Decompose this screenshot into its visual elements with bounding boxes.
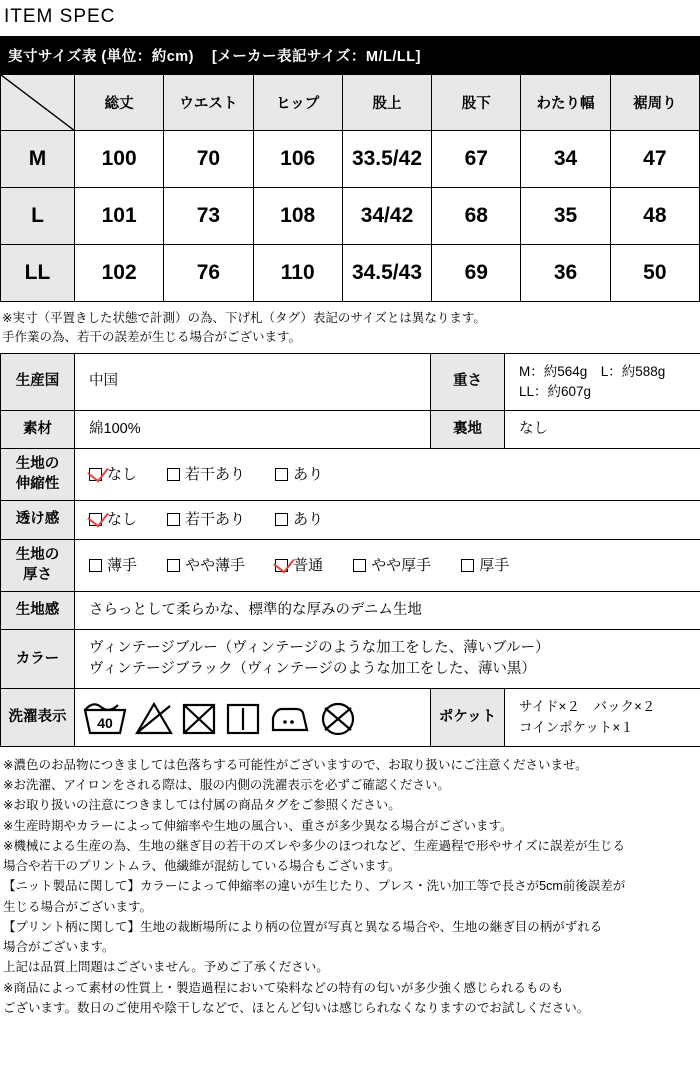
value-feel: さらっとして柔らかな、標準的な厚みのデニム生地: [75, 592, 700, 630]
footnote-9: 場合がございます。: [3, 940, 115, 955]
cell-m-2: 106: [253, 131, 342, 188]
maker-size-label: [メーカー表記サイズ：M/L/LL]: [211, 49, 421, 65]
cell-ll-1: 76: [164, 245, 253, 302]
label-pocket: ポケット: [431, 689, 505, 747]
value-country: 中国: [75, 353, 431, 411]
stretch-option-2-label: あり: [293, 465, 324, 483]
cell-l-1: 73: [164, 188, 253, 245]
cell-m-0: 100: [75, 131, 164, 188]
value-thickness: [75, 540, 700, 592]
table-row: [1, 131, 700, 188]
no-dry-clean-icon: [318, 699, 358, 737]
color-line-1: ヴィンテージブルー（ヴィンテージのような加工をした、薄いブルー）: [89, 640, 550, 657]
label-wash: 洗濯表示: [1, 689, 75, 747]
cell-ll-3: 34.5/43: [342, 245, 431, 302]
cell-m-4: 67: [432, 131, 521, 188]
value-lining: なし: [505, 411, 700, 449]
size-note-0: ※実寸（平置きした状態で計測）の為、下げ札（タグ）表記のサイズとは異なります。: [2, 311, 486, 325]
label-feel: 生地感: [1, 592, 75, 630]
spec-row-material-lining: [1, 411, 700, 449]
pocket-line-2: コインポケット×１: [519, 719, 634, 735]
checkbox-icon[interactable]: [275, 513, 288, 526]
wash-tub-40-icon: [82, 699, 128, 737]
spec-row-thickness: [1, 540, 700, 592]
spec-row-wash-pocket: [1, 689, 700, 747]
cell-l-4: 68: [432, 188, 521, 245]
pocket-line-1: サイド×２ バック×２: [519, 699, 656, 715]
cell-m-1: 70: [164, 131, 253, 188]
col-header-0: 総丈: [75, 75, 164, 131]
thickness-option-4-label: 厚手: [479, 556, 510, 574]
spec-row-color: [1, 630, 700, 689]
checkbox-icon[interactable]: [89, 559, 102, 572]
footnote-7: 生じる場合がございます。: [3, 899, 153, 914]
checkbox-checked-icon[interactable]: [89, 468, 102, 481]
sheer-option-1[interactable]: [167, 509, 245, 531]
checkbox-icon[interactable]: [275, 468, 288, 481]
size-table: [0, 74, 700, 302]
page-title: ITEM SPEC: [4, 6, 116, 27]
spec-row-country-weight: [1, 353, 700, 411]
label-material: 素材: [1, 411, 75, 449]
footnote-10: 上記は品質上問題はございません。予めご了承ください。: [3, 960, 329, 975]
thickness-option-0[interactable]: [89, 555, 137, 577]
value-wash-icons: [75, 689, 431, 747]
label-country: 生産国: [1, 353, 75, 411]
thickness-option-3-label: やや厚手: [371, 556, 432, 574]
label-thickness-line1: 生地の: [15, 547, 60, 564]
cell-m-6: 47: [610, 131, 699, 188]
size-label-l: L: [1, 188, 75, 245]
weight-line-1: M：約564g L：約588g: [519, 363, 666, 379]
cell-l-5: 35: [521, 188, 610, 245]
label-color: カラー: [1, 630, 75, 689]
stretch-option-1-label: 若干あり: [185, 465, 246, 483]
checkbox-icon[interactable]: [353, 559, 366, 572]
cell-ll-2: 110: [253, 245, 342, 302]
col-header-1: ウエスト: [164, 75, 253, 131]
stretch-option-0[interactable]: [89, 464, 137, 486]
iron-icon: [268, 699, 312, 737]
thickness-option-4[interactable]: [461, 555, 509, 577]
size-label-m: M: [1, 131, 75, 188]
svg-text:40: 40: [97, 714, 113, 731]
thickness-option-2[interactable]: [275, 555, 323, 577]
footnote-0: ※濃色のお品物につきましては色落ちする可能性がございますので、お取り扱いにご注意くださいませ。: [3, 757, 588, 772]
footnote-8: 【プリント柄に関して】生地の裁断場所により柄の位置が写真と異なる場合や、生地の継ぎ目の柄がずれる: [3, 919, 603, 934]
footnote-5: 場合や若干のプリントムラ、他繊維が混紡している場合もございます。: [3, 859, 401, 874]
sheer-option-0-label: なし: [107, 511, 138, 529]
table-row: [1, 188, 700, 245]
size-label-ll: LL: [1, 245, 75, 302]
checkbox-checked-icon[interactable]: [89, 513, 102, 526]
col-header-2: ヒップ: [253, 75, 342, 131]
label-thickness-line2: 厚さ: [23, 566, 52, 583]
size-table-header-bar: [0, 38, 700, 74]
color-line-2: ヴィンテージブラック（ヴィンテージのような加工をした、薄い黒）: [89, 661, 536, 678]
footnote-4: ※機械による生産の為、生地の継ぎ目の若干のズレや多少のほつれなど、生産過程で形やサイズに誤差が生じる: [3, 838, 625, 853]
label-stretch: [1, 449, 75, 501]
thickness-option-3[interactable]: [353, 555, 431, 577]
cell-m-5: 34: [521, 131, 610, 188]
col-header-3: 股上: [342, 75, 431, 131]
stretch-option-2[interactable]: [275, 464, 323, 486]
footnote-3: ※生産時期やカラーによって伸縮率や生地の風合い、重さが多少異なる場合がございます。: [3, 818, 513, 833]
spec-row-feel: [1, 592, 700, 630]
value-sheer: [75, 501, 700, 540]
size-table-unit-label: 実寸サイズ表 (単位：約cm): [8, 49, 194, 65]
table-row: [1, 245, 700, 302]
value-color: [75, 630, 700, 689]
sheer-option-2[interactable]: [275, 509, 323, 531]
footnotes: [0, 747, 700, 1028]
size-table-notes: [0, 302, 700, 353]
cell-m-3: 33.5/42: [342, 131, 431, 188]
footnote-1: ※お洗濯、アイロンをされる際は、服の内側の洗濯表示を必ずご確認ください。: [3, 778, 450, 793]
label-sheer: 透け感: [1, 501, 75, 540]
label-lining: 裏地: [431, 411, 505, 449]
hang-dry-icon: [224, 699, 262, 737]
cell-l-3: 34/42: [342, 188, 431, 245]
cell-ll-0: 102: [75, 245, 164, 302]
checkbox-icon[interactable]: [167, 468, 180, 481]
cell-l-6: 48: [610, 188, 699, 245]
spec-row-sheer: [1, 501, 700, 540]
sheer-option-1-label: 若干あり: [185, 511, 246, 529]
spec-row-stretch: [1, 449, 700, 501]
spec-table: [0, 353, 700, 747]
thickness-option-2-label: 普通: [293, 556, 324, 574]
size-note-1: 手作業の為、若干の誤差が生じる場合がございます。: [2, 329, 302, 344]
label-stretch-line2: 伸縮性: [15, 475, 60, 492]
label-stretch-line1: 生地の: [15, 456, 60, 473]
size-table-corner-cell: [1, 75, 75, 131]
cell-l-0: 101: [75, 188, 164, 245]
sheer-option-2-label: あり: [293, 511, 324, 529]
thickness-option-0-label: 薄手: [107, 556, 138, 574]
checkbox-icon[interactable]: [461, 559, 474, 572]
cell-ll-6: 50: [610, 245, 699, 302]
cell-ll-4: 69: [432, 245, 521, 302]
checkbox-icon[interactable]: [167, 513, 180, 526]
no-tumble-dry-icon: [180, 699, 218, 737]
checkbox-icon[interactable]: [167, 559, 180, 572]
thickness-option-1[interactable]: [167, 555, 245, 577]
laundry-icon-group: [76, 695, 429, 741]
cell-l-2: 108: [253, 188, 342, 245]
thickness-option-1-label: やや薄手: [185, 556, 246, 574]
label-weight: 重さ: [431, 353, 505, 411]
weight-line-2: LL：約607g: [519, 383, 592, 399]
value-stretch: [75, 449, 700, 501]
value-weight: [505, 353, 700, 411]
col-header-4: 股下: [432, 75, 521, 131]
footnote-6: 【ニット製品に関して】カラーによって伸縮率の違いが生じたり、プレス・洗い加工等で長さが5cm前後誤差が: [3, 879, 626, 894]
size-table-header-row: [1, 75, 700, 131]
value-pocket: [505, 689, 700, 747]
stretch-option-0-label: なし: [107, 465, 138, 483]
col-header-6: 裾周り: [610, 75, 699, 131]
footnote-2: ※お取り扱いの注意につきましては付属の商品タグをご参照ください。: [3, 798, 401, 813]
footnote-11: ※商品によって素材の性質上・製造過程において染料などの特有の匂いが多少強く感じられるものも: [3, 980, 564, 995]
label-thickness: [1, 540, 75, 592]
cell-ll-5: 36: [521, 245, 610, 302]
checkbox-checked-icon[interactable]: [275, 559, 288, 572]
stretch-option-1[interactable]: [167, 464, 245, 486]
footnote-12: ございます。数日のご使用や陰干しなどで、ほとんど匂いは感じられなくなりますのでお試しください。: [3, 1000, 590, 1015]
value-material: 綿100%: [75, 411, 431, 449]
col-header-5: わたり幅: [521, 75, 610, 131]
no-bleach-icon: [134, 699, 174, 737]
sheer-option-0[interactable]: [89, 509, 137, 531]
